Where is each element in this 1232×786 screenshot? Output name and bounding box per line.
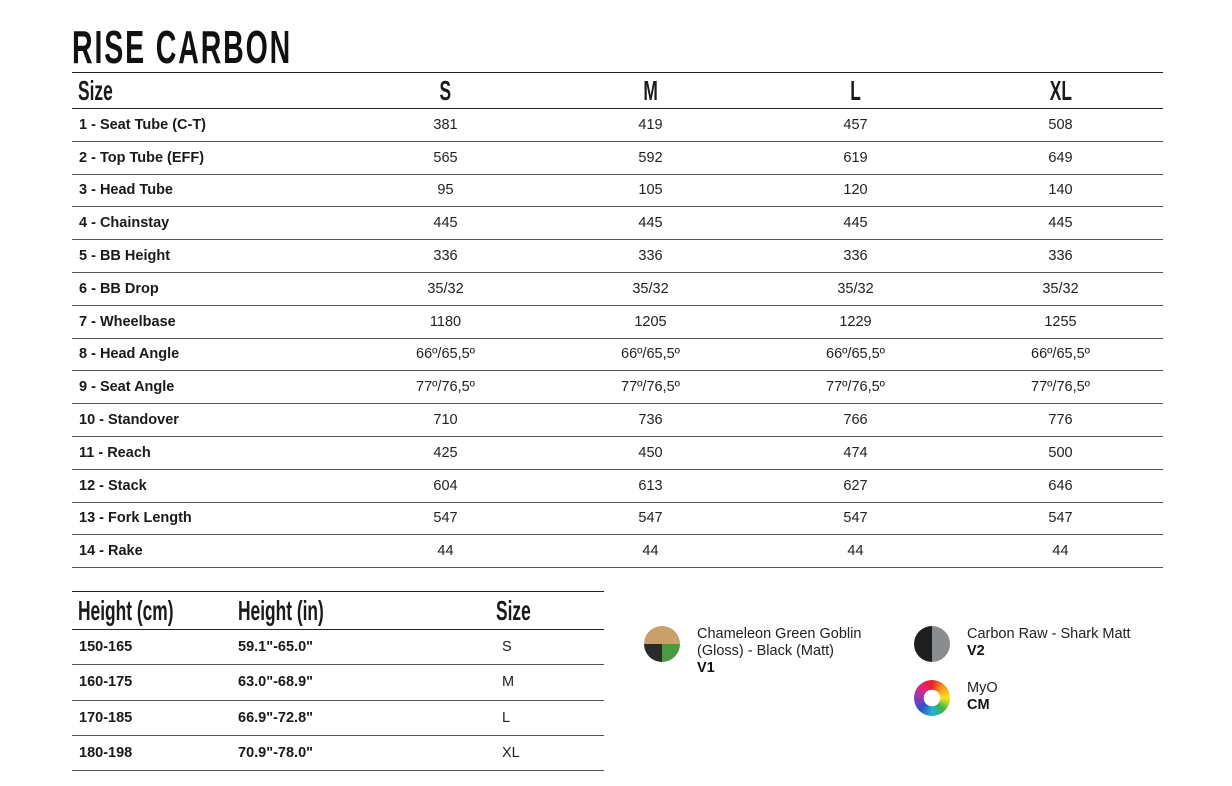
geometry-row [72,272,1163,305]
geometry-table [72,72,1163,568]
geometry-value: 381 [343,109,548,142]
height-cm-cell: 160-175 [72,665,232,700]
size-col-l [753,73,958,109]
colour-name-v1-line1: Chameleon Green Goblin [697,626,862,642]
size-col-xl [958,73,1163,109]
geometry-row-label: 3 - Head Tube [72,174,343,207]
geometry-value: 35/32 [343,272,548,305]
geometry-row [72,240,1163,273]
geometry-value: 592 [548,141,753,174]
geometry-value: 1205 [548,305,753,338]
geometry-value: 66º/65,5º [343,338,548,371]
geometry-value: 766 [753,404,958,437]
colour-swatch-v2 [914,626,950,662]
colour-code-v2: V2 [967,643,985,659]
size-cell: S [464,630,604,665]
geometry-value: 547 [753,502,958,535]
geometry-value: 445 [753,207,958,240]
geometry-row [72,469,1163,502]
geometry-value: 613 [548,469,753,502]
geometry-value: 66º/65,5º [548,338,753,371]
geometry-row [72,174,1163,207]
height-in-cell: 63.0"-68.9" [232,665,464,700]
geometry-row-label: 7 - Wheelbase [72,305,343,338]
geometry-value: 474 [753,436,958,469]
geometry-row-label: 9 - Seat Angle [72,371,343,404]
size-chart-size-header-label: Size [496,594,531,626]
geometry-row [72,502,1163,535]
geometry-value: 450 [548,436,753,469]
geometry-row [72,404,1163,437]
geometry-value: 627 [753,469,958,502]
size-chart-row [72,665,604,700]
geometry-value: 44 [548,535,753,568]
geometry-header-row [72,73,1163,109]
height-in-header-label: Height (in) [238,594,324,626]
height-cm-header-label: Height (cm) [78,594,174,626]
size-col-m-label: M [643,74,658,106]
geometry-row [72,305,1163,338]
geometry-value: 565 [343,141,548,174]
geometry-value: 120 [753,174,958,207]
geometry-row [72,109,1163,142]
geometry-value: 547 [548,502,753,535]
geometry-row [72,338,1163,371]
colour-swatch-cm [914,680,950,716]
geometry-value: 619 [753,141,958,174]
geometry-row-label: 1 - Seat Tube (C-T) [72,109,343,142]
geometry-row [72,207,1163,240]
geometry-row [72,436,1163,469]
geometry-value: 445 [958,207,1163,240]
colour-option-v2 [914,626,1131,662]
colour-code-v1: V1 [697,660,715,676]
height-in-cell: 59.1"-65.0" [232,630,464,665]
geometry-value: 35/32 [548,272,753,305]
geometry-row [72,535,1163,568]
colour-code-cm: CM [967,697,990,713]
size-chart-header-row [72,592,604,630]
geometry-value: 66º/65,5º [958,338,1163,371]
geometry-value: 649 [958,141,1163,174]
geometry-value: 105 [548,174,753,207]
geometry-value: 77º/76,5º [958,371,1163,404]
size-cell: M [464,665,604,700]
geometry-value: 35/32 [958,272,1163,305]
geometry-value: 547 [958,502,1163,535]
geometry-value: 44 [343,535,548,568]
size-cell: XL [464,735,604,770]
size-col-m [548,73,753,109]
geometry-row-label: 5 - BB Height [72,240,343,273]
geometry-value: 425 [343,436,548,469]
geometry-value: 336 [958,240,1163,273]
colour-name-v2: Carbon Raw - Shark Matt [967,626,1131,642]
geometry-value: 35/32 [753,272,958,305]
geometry-value: 1229 [753,305,958,338]
size-chart-row [72,735,604,770]
geometry-value: 419 [548,109,753,142]
geometry-value: 336 [548,240,753,273]
size-chart-table [72,591,604,771]
colour-text-v2 [967,626,1131,660]
height-cm-cell: 150-165 [72,630,232,665]
height-cm-cell: 180-198 [72,735,232,770]
geometry-value: 508 [958,109,1163,142]
height-in-cell: 70.9"-78.0" [232,735,464,770]
geometry-value: 77º/76,5º [548,371,753,404]
geometry-value: 66º/65,5º [753,338,958,371]
size-col-s [343,73,548,109]
geometry-row-label: 12 - Stack [72,469,343,502]
size-col-l-label: L [850,74,861,106]
geometry-value: 445 [548,207,753,240]
size-header [72,73,343,109]
geometry-row-label: 10 - Standover [72,404,343,437]
geometry-row-label: 8 - Head Angle [72,338,343,371]
colour-name-cm: MyO [967,680,998,696]
geometry-row-label: 13 - Fork Length [72,502,343,535]
geometry-value: 710 [343,404,548,437]
geometry-row-label: 6 - BB Drop [72,272,343,305]
geometry-value: 336 [343,240,548,273]
size-col-xl-label: XL [1049,74,1072,106]
geometry-value: 604 [343,469,548,502]
geometry-row-label: 14 - Rake [72,535,343,568]
size-chart-row [72,630,604,665]
geometry-value: 445 [343,207,548,240]
geometry-row-label: 4 - Chainstay [72,207,343,240]
geometry-value: 646 [958,469,1163,502]
height-in-header [232,592,464,630]
geometry-value: 336 [753,240,958,273]
geometry-value: 457 [753,109,958,142]
geometry-value: 77º/76,5º [343,371,548,404]
height-in-cell: 66.9"-72.8" [232,700,464,735]
geometry-row [72,141,1163,174]
size-chart-size-header [464,592,604,630]
geometry-value: 547 [343,502,548,535]
geometry-value: 736 [548,404,753,437]
colour-option-cm [914,680,998,716]
page-title: RISE CARBON [72,21,293,73]
geometry-value: 140 [958,174,1163,207]
colour-swatch-v1 [644,626,680,662]
size-col-s-label: S [439,74,452,106]
geometry-row [72,371,1163,404]
size-header-label: Size [78,74,113,106]
height-cm-header [72,592,232,630]
geometry-row-label: 2 - Top Tube (EFF) [72,141,343,174]
colour-name-v1-line2: (Gloss) - Black (Matt) [697,643,834,659]
colour-text-cm [967,680,998,714]
geometry-row-label: 11 - Reach [72,436,343,469]
geometry-value: 95 [343,174,548,207]
geometry-value: 44 [753,535,958,568]
colour-text-v1 [697,626,861,677]
geometry-value: 1180 [343,305,548,338]
colour-option-v1 [644,626,861,677]
geometry-value: 44 [958,535,1163,568]
height-cm-cell: 170-185 [72,700,232,735]
geometry-value: 500 [958,436,1163,469]
size-chart-row [72,700,604,735]
geometry-value: 77º/76,5º [753,371,958,404]
geometry-value: 1255 [958,305,1163,338]
size-cell: L [464,700,604,735]
geometry-value: 776 [958,404,1163,437]
